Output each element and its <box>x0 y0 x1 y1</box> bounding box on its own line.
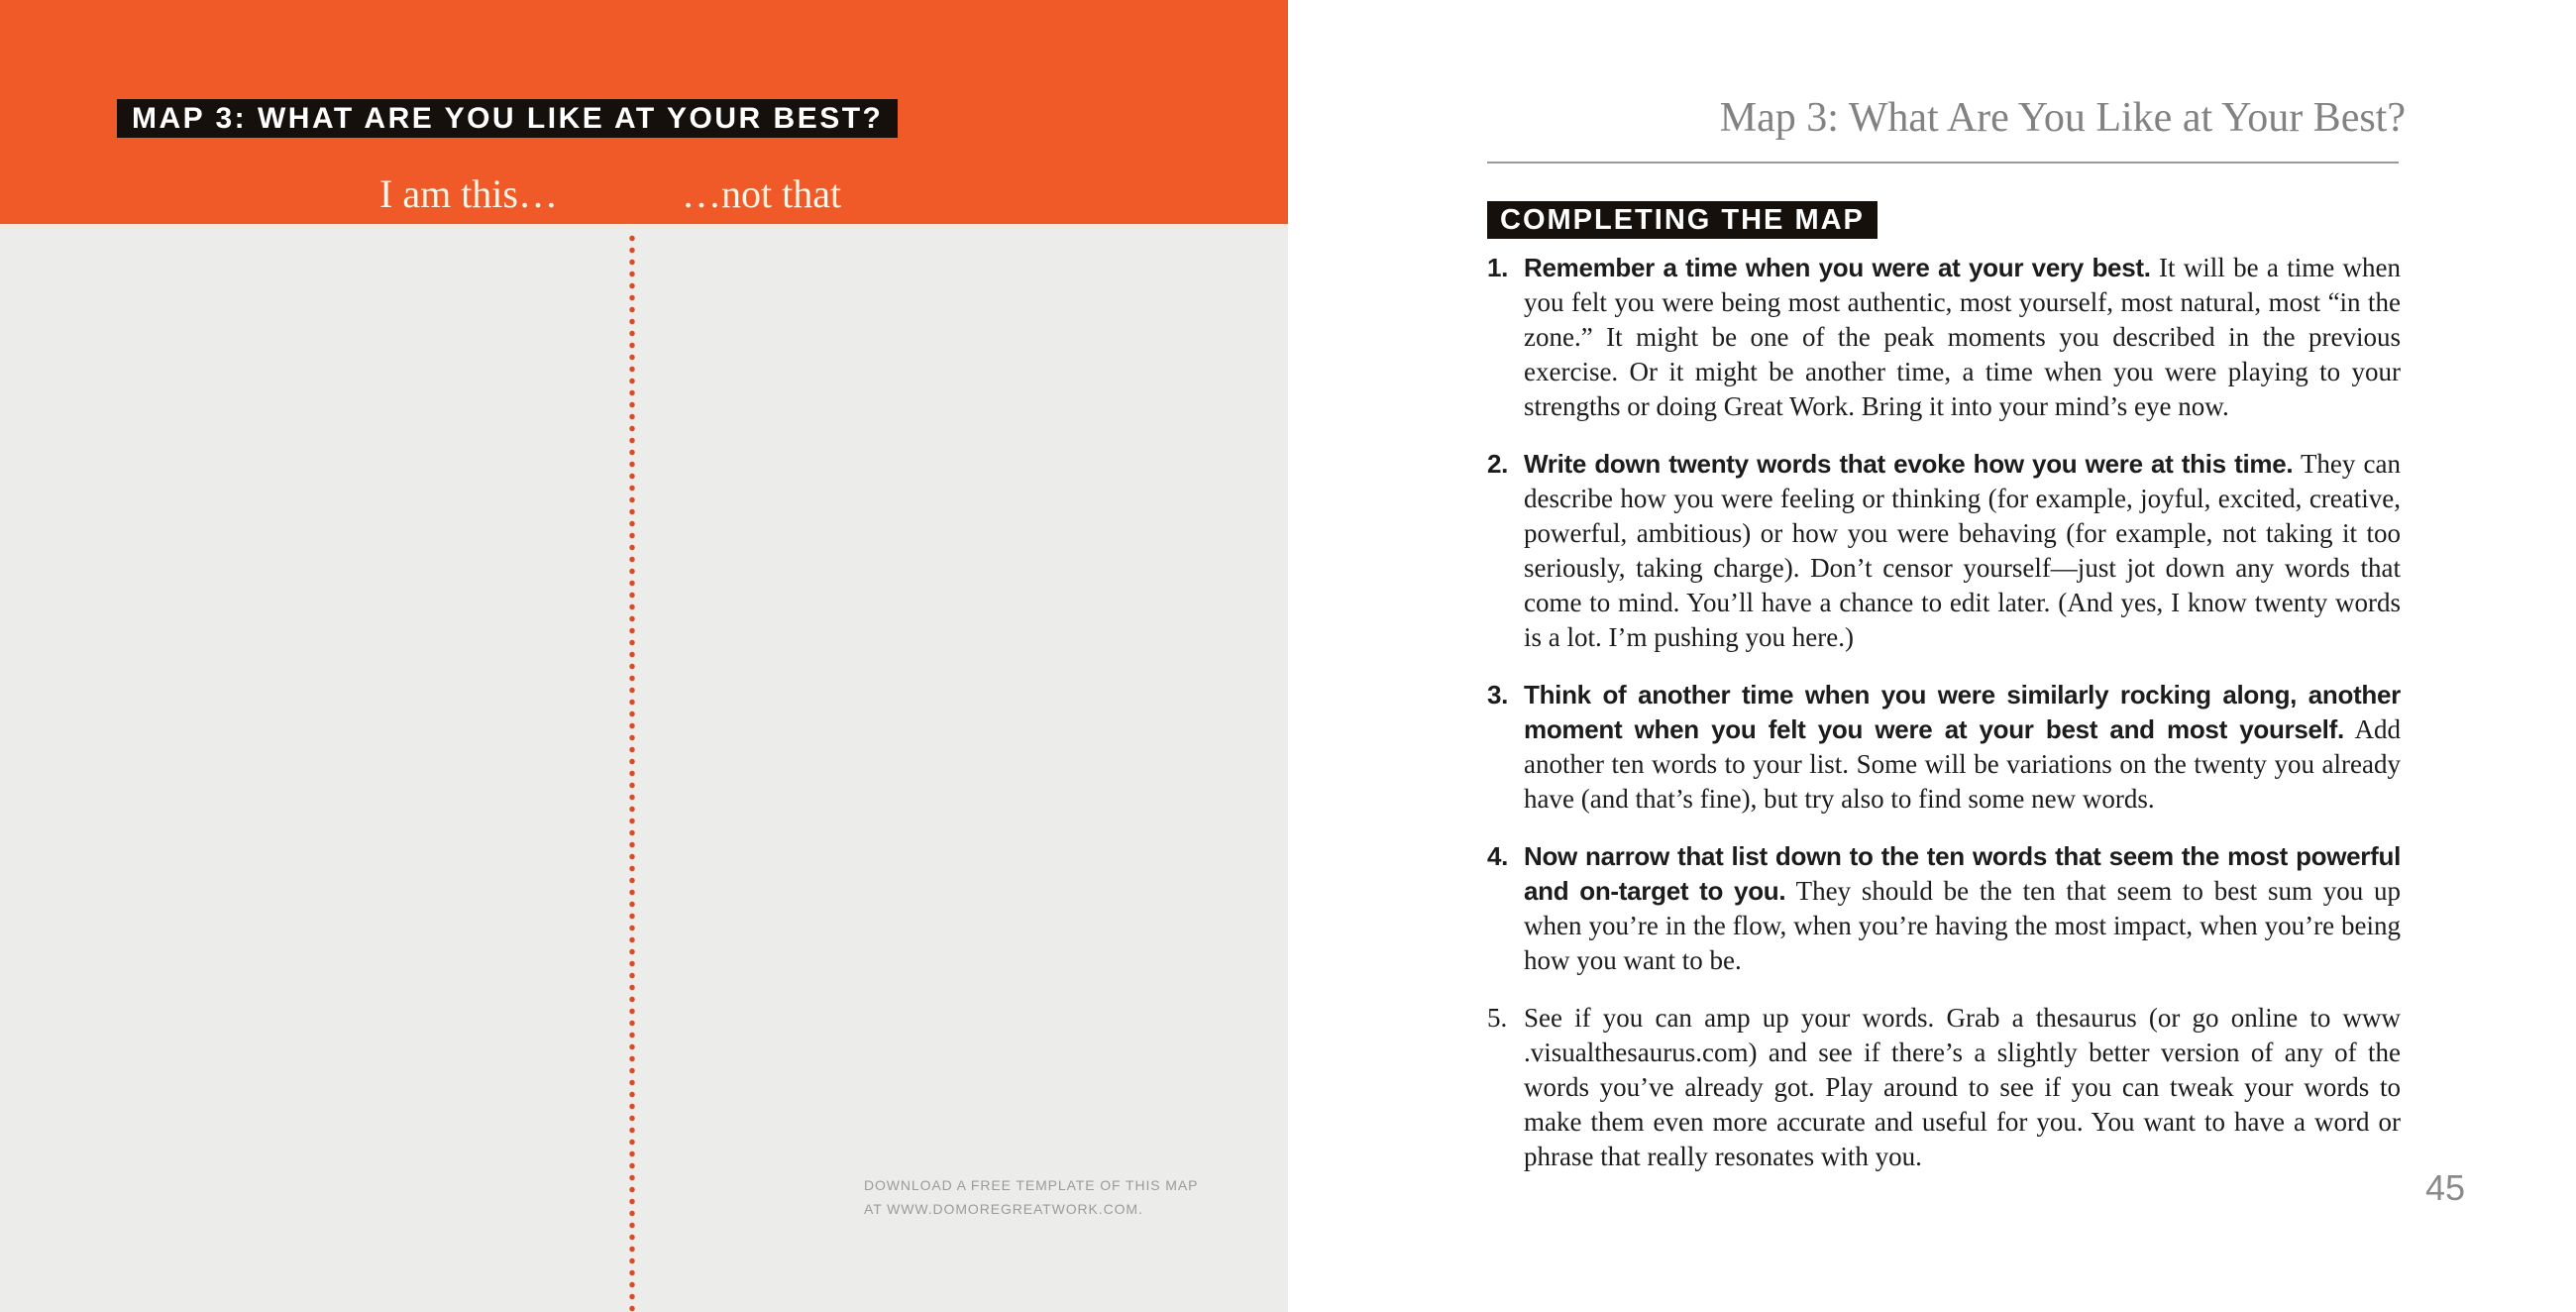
step-lead: Now narrow that list down to the ten words that seem the most powerful and on-target to you. <box>1524 841 2401 906</box>
chapter-title: Map 3: What Are You Like at Your Best? <box>1719 95 2406 141</box>
step-number: 3. <box>1487 680 1509 710</box>
step-number: 5. <box>1487 1003 1508 1033</box>
column-label-not-that: …not that <box>682 171 842 216</box>
step-item-3 <box>1487 678 2401 817</box>
download-note <box>864 1173 1198 1221</box>
right-page <box>1288 0 2576 1312</box>
step-lead: Write down twenty words that evoke how you were at this time. <box>1524 449 2294 479</box>
step-number: 1. <box>1487 253 1509 282</box>
section-heading-banner <box>1487 201 1878 239</box>
step-body: Grab a thesaurus (or go online to www .visualthesaurus.com) and see if there’s a slightly better version of any of the words you’ve already got. Play around to see if you can tweak your words to make them even more accurate and useful for you. You want to have a word or phrase that really resonates with you. <box>1524 1003 2402 1171</box>
steps-list <box>1487 251 2401 1197</box>
dotted-column-divider <box>629 235 635 1312</box>
step-number: 2. <box>1487 449 1509 479</box>
step-body: They should be the ten that seem to best sum you up when you’re in the flow, when you’re having the most impact, when you’re being how you want to be. <box>1524 876 2402 975</box>
step-body: Add another ten words to your list. Some will be variations on the twenty you already have (and that’s fine), but try also to find some new words. <box>1524 714 2401 814</box>
step-item-2 <box>1487 447 2401 655</box>
map-title-text: MAP 3: WHAT ARE YOU LIKE AT YOUR BEST? <box>132 101 884 135</box>
step-body: It will be a time when you felt you were being most authentic, most yourself, most natural, most “in the zone.” It might be one of the peak moments you described in the previous exercise. Or it might be another time, a time when you were playing to your strengths or doing Great Work. Bring it into your mind’s eye now. <box>1524 253 2402 421</box>
download-note-line2: AT WWW.DOMOREGREATWORK.COM. <box>864 1201 1143 1217</box>
step-lead: Think of another time when you were similarly rocking along, another moment when you felt you were at your best and most yourself. <box>1524 680 2401 744</box>
title-rule <box>1487 162 2399 164</box>
step-body: They can describe how you were feeling or thinking (for example, joyful, excited, creative, powerful, ambitious) or how you were behaving (for example, not taking it too seriously, taking charge). Don’t censor yourself—just jot down any words that come to mind. You’ll have a chance to edit later. (And yes, I know twenty words is a lot. I’m pushing you here.) <box>1524 449 2401 652</box>
step-lead: Remember a time when you were at your very best. <box>1524 253 2151 282</box>
map-title-banner <box>117 99 898 138</box>
step-item-4 <box>1487 839 2401 978</box>
step-number: 4. <box>1487 841 1509 871</box>
step-item-1 <box>1487 251 2401 424</box>
page-number: 45 <box>2425 1167 2466 1208</box>
step-item-5 <box>1487 1001 2401 1174</box>
step-lead: See if you can amp up your words. <box>1524 1003 1935 1033</box>
column-label-i-am-this: I am this… <box>379 171 558 216</box>
download-note-line1: DOWNLOAD A FREE TEMPLATE OF THIS MAP <box>864 1177 1199 1193</box>
section-heading-text: COMPLETING THE MAP <box>1500 203 1865 236</box>
